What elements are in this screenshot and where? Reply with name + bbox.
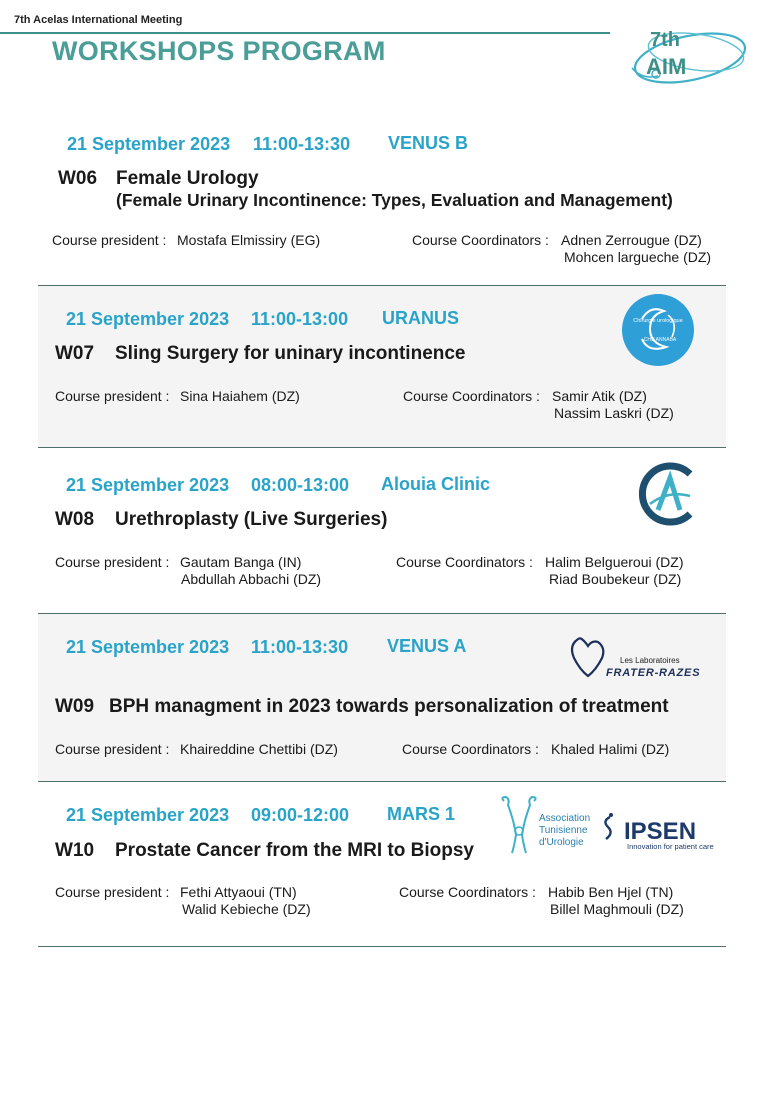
workshop-time: 11:00-13:30 — [251, 637, 349, 657]
page-title: WORKSHOPS PROGRAM — [52, 36, 386, 66]
coordinators-label: Course Coordinators : — [399, 884, 536, 900]
section-divider — [38, 447, 726, 448]
header-rule — [0, 32, 610, 34]
coordinator-name: Halim Belgueroui (DZ) — [545, 554, 684, 570]
president-label: Course president : — [55, 554, 170, 570]
workshop-room: MARS 1 — [387, 804, 456, 824]
workshop-title: Prostate Cancer from the MRI to Biopsy — [115, 840, 474, 861]
workshop-date: 21 September 2023 — [67, 134, 231, 154]
atu-ipsen-logo — [498, 795, 726, 857]
workshop-room: Alouia Clinic — [381, 474, 491, 494]
president-label: Course president : — [55, 741, 170, 757]
workshop-code: W07 — [55, 343, 95, 364]
president-name: Khaireddine Chettibi (DZ) — [180, 741, 338, 757]
coordinator-name: Adnen Zerrougue (DZ) — [561, 232, 702, 248]
aim-logo-top: 7th — [650, 29, 680, 51]
frater-razes-logo — [566, 630, 702, 680]
atu-logo-line2: Tunisienne — [539, 825, 588, 836]
chu-annaba-logo-line2: CHU ANNABA — [643, 337, 677, 343]
section-divider — [38, 946, 726, 947]
president-label: Course president : — [52, 232, 167, 248]
coordinator-name: Mohcen largueche (DZ) — [564, 249, 712, 265]
aim-logo-bottom: AIM — [646, 54, 687, 79]
workshop-code: W06 — [58, 168, 98, 189]
coordinators-label: Course Coordinators : — [403, 388, 540, 404]
workshop-code: W10 — [55, 840, 95, 861]
coordinators-label: Course Coordinators : — [412, 232, 549, 248]
president-name: Walid Kebieche (DZ) — [182, 901, 311, 917]
chu-annaba-logo-line1: Chirurgie urologique — [633, 318, 683, 324]
coordinator-name: Nassim Laskri (DZ) — [554, 405, 674, 421]
workshop-time: 11:00-13:00 — [251, 309, 349, 329]
coordinator-name: Riad Boubekeur (DZ) — [549, 571, 682, 587]
ipsen-logo-brand: IPSEN — [624, 818, 697, 845]
coordinator-name: Billel Maghmouli (DZ) — [550, 901, 684, 917]
coordinator-name: Habib Ben Hjel (TN) — [548, 884, 674, 900]
meeting-name: 7th Acelas International Meeting — [14, 14, 183, 26]
workshop-title: Female Urology — [116, 168, 259, 189]
president-name: Fethi Attyaoui (TN) — [180, 884, 297, 900]
workshop-code: W08 — [55, 509, 95, 530]
atu-logo-line1: Association — [539, 813, 591, 824]
coordinators-label: Course Coordinators : — [396, 554, 533, 570]
president-name: Gautam Banga (IN) — [180, 554, 302, 570]
workshop-room: VENUS B — [388, 133, 469, 153]
workshop-time: 11:00-13:30 — [253, 134, 351, 154]
workshop-date: 21 September 2023 — [66, 475, 230, 495]
workshop-date: 21 September 2023 — [66, 805, 230, 825]
ipsen-logo-tagline: Innovation for patient care — [627, 842, 714, 851]
workshop-date: 21 September 2023 — [66, 309, 230, 329]
chu-annaba-logo — [620, 293, 696, 367]
aim-logo — [612, 16, 752, 90]
workshop-time: 08:00-13:00 — [251, 475, 350, 495]
president-name: Abdullah Abbachi (DZ) — [181, 571, 322, 587]
workshop-room: VENUS A — [387, 636, 467, 656]
workshop-code: W09 — [55, 696, 95, 717]
coordinators-label: Course Coordinators : — [402, 741, 539, 757]
president-label: Course president : — [55, 388, 170, 404]
workshop-time: 09:00-12:00 — [251, 805, 350, 825]
workshop-title: Urethroplasty (Live Surgeries) — [115, 509, 388, 530]
president-name: Sina Haiahem (DZ) — [180, 388, 300, 404]
section-divider — [38, 781, 726, 782]
alouia-clinic-logo — [634, 460, 698, 528]
president-name: Mostafa Elmissiry (EG) — [177, 232, 321, 248]
workshop-date: 21 September 2023 — [66, 637, 230, 657]
frater-razes-logo-line2: FRATER-RAZES — [606, 667, 701, 679]
frater-razes-logo-line1: Les Laboratoires — [620, 656, 680, 665]
coordinator-name: Samir Atik (DZ) — [552, 388, 647, 404]
workshop-title: Sling Surgery for uninary incontinence — [115, 343, 466, 364]
president-label: Course president : — [55, 884, 170, 900]
atu-logo-line3: d'Urologie — [539, 837, 584, 848]
workshop-room: URANUS — [382, 308, 460, 328]
coordinator-name: Khaled Halimi (DZ) — [551, 741, 670, 757]
workshop-subtitle: (Female Urinary Incontinence: Types, Evaluation and Management) — [116, 190, 673, 210]
workshop-title: BPH managment in 2023 towards personalization of treatment — [109, 696, 669, 717]
